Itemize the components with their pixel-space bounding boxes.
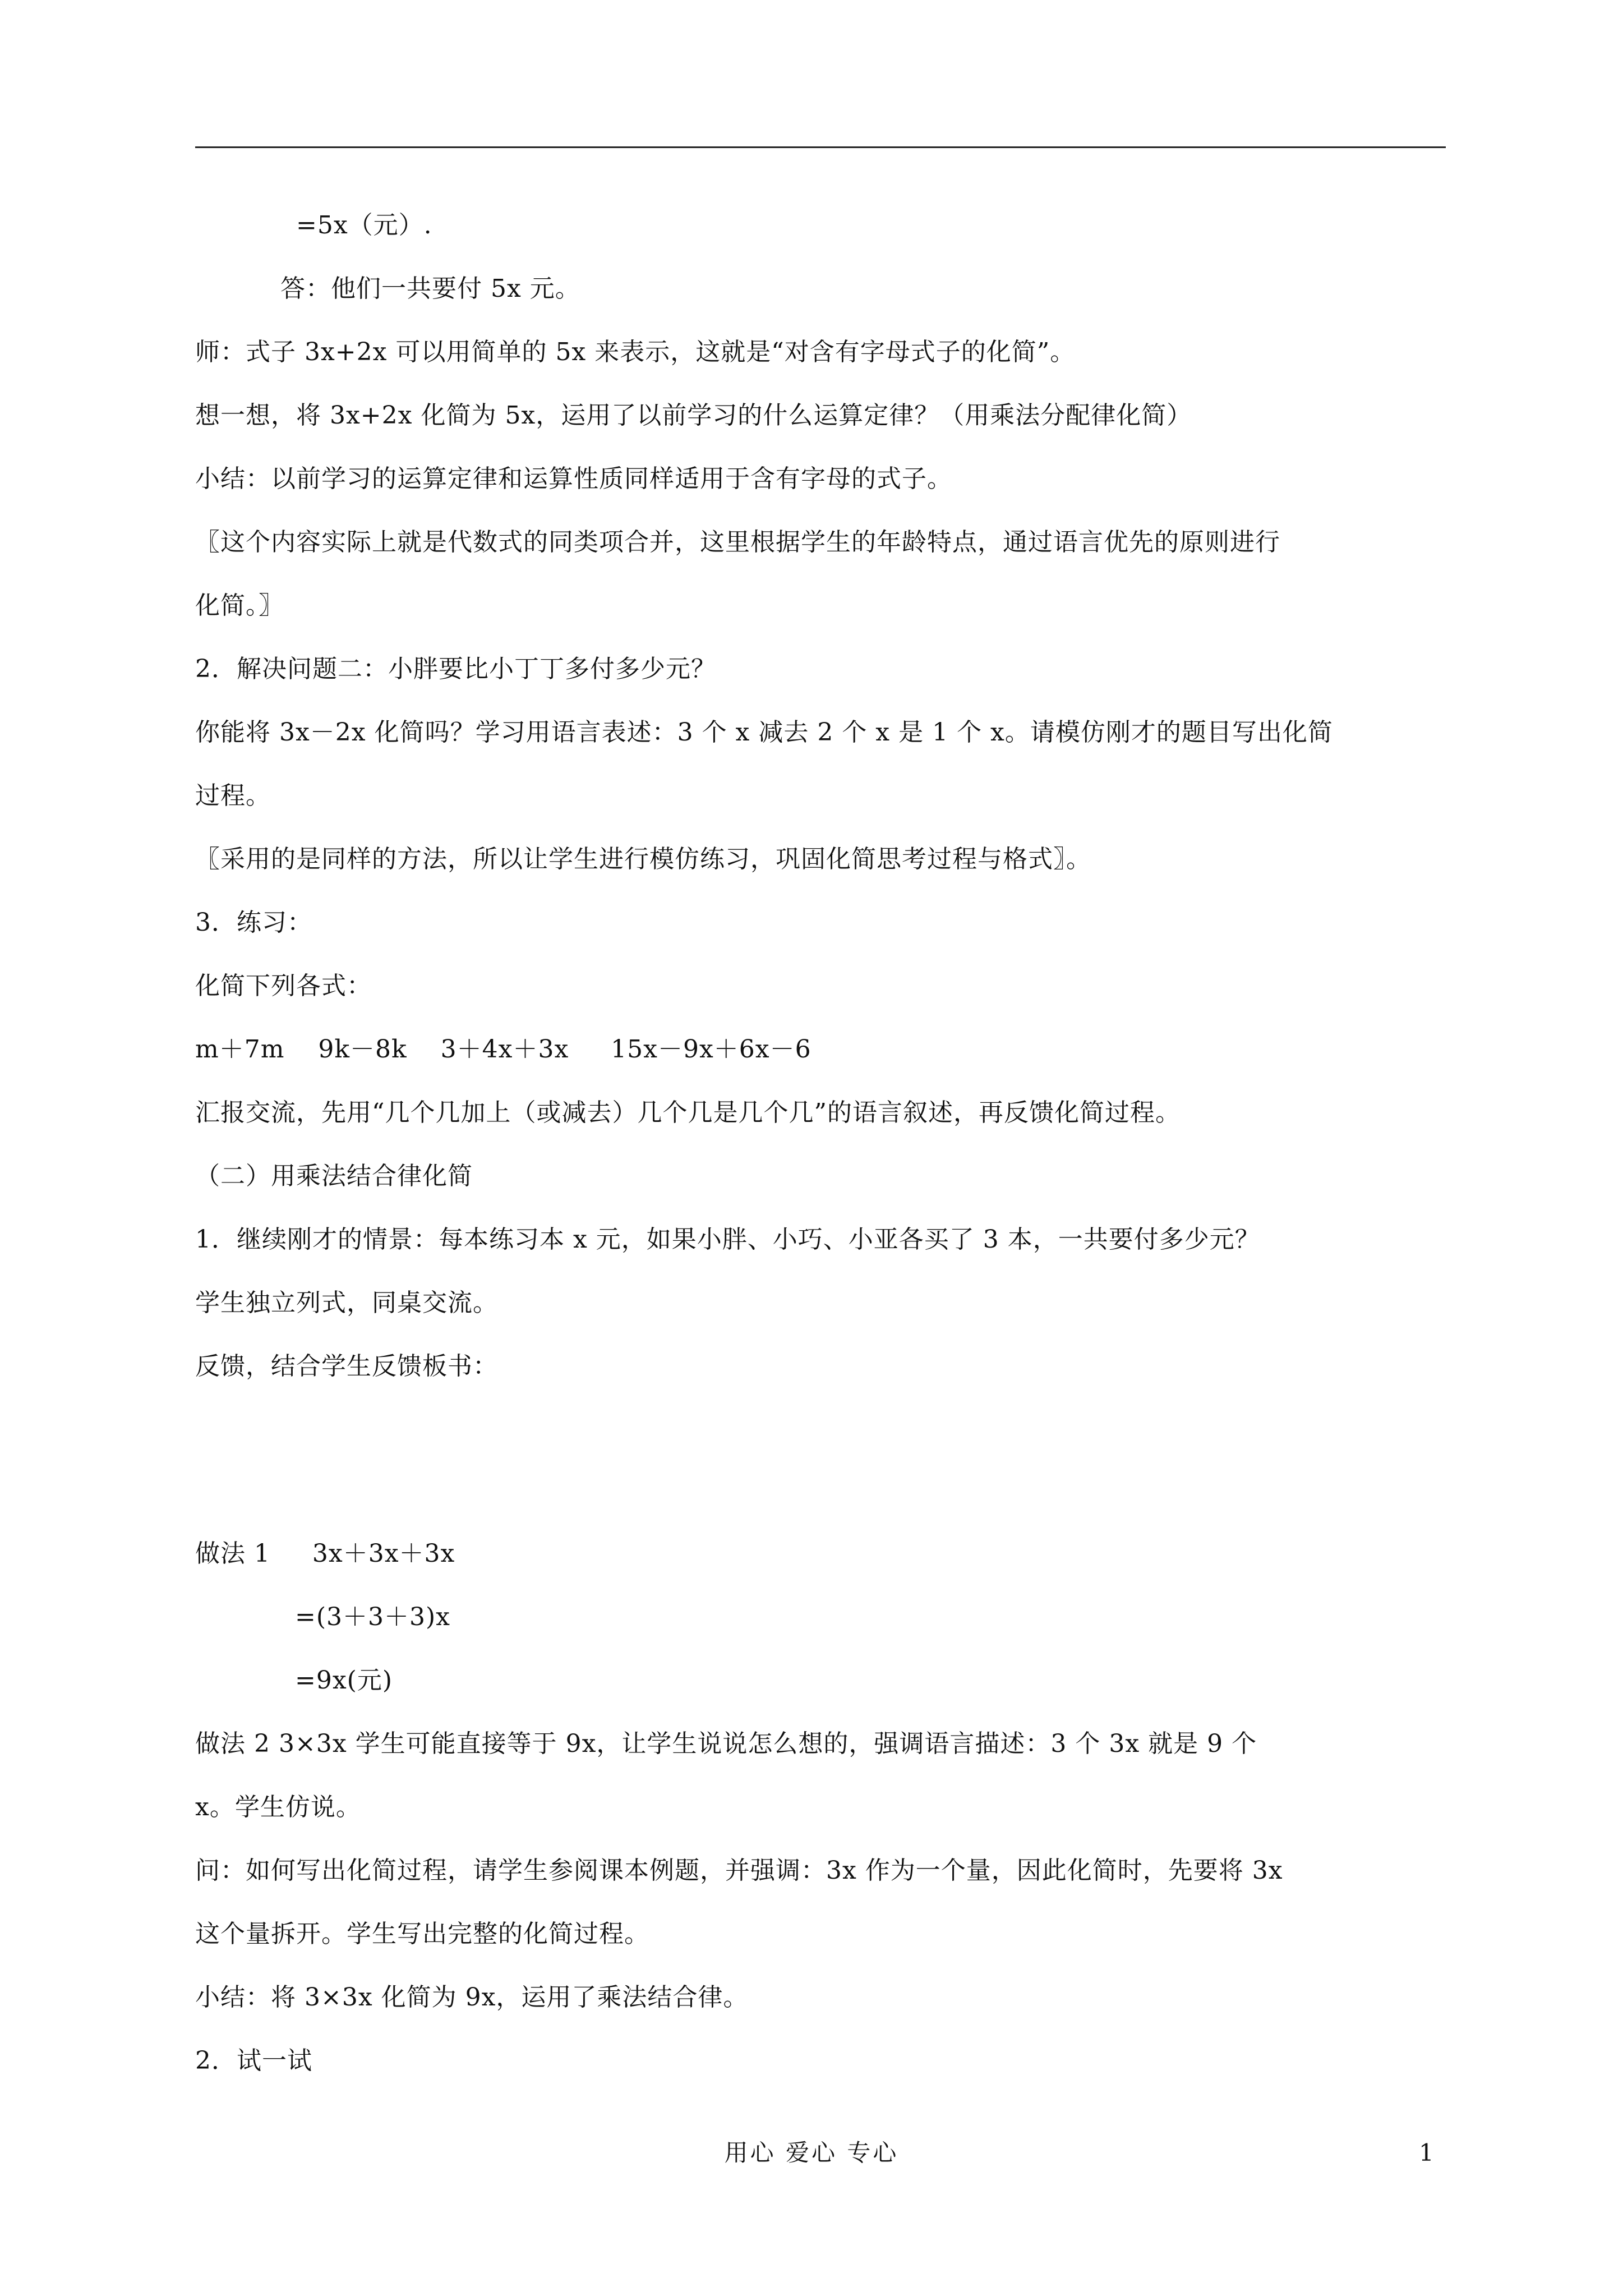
text-line: 想一想，将 3x+2x 化简为 5x，运用了以前学习的什么运算定律？（用乘法分配律化简） [195,401,1192,430]
footer-motto: 用心 爱心 专心 [724,2139,899,2166]
text-line: 2．解决问题二：小胖要比小丁丁多付多少元？ [195,655,716,683]
text-line: 3．练习： [195,908,312,937]
text-line: 1．继续刚才的情景：每本练习本 x 元，如果小胖、小巧、小亚各买了 3 本，一共要付多少元？ [195,1225,1260,1254]
text-line: 师：式子 3x+2x 可以用简单的 5x 来表示，这就是“对含有字母式子的化简”。 [195,338,1076,366]
header-rule [195,146,1446,148]
text-line: 汇报交流，先用“几个几加上（或减去）几个几是几个几”的语言叙述，再反馈化简过程。 [195,1098,1181,1127]
text-line: m＋7m 9k－8k 3＋4x＋3x 15x－9x＋6x－6 [195,1035,811,1064]
text-line: 小结：将 3×3x 化简为 9x，运用了乘法结合律。 [195,1983,749,2012]
text-line: 〖这个内容实际上就是代数式的同类项合并，这里根据学生的年龄特点，通过语言优先的原则进行 [195,528,1280,556]
section-heading: （二）用乘法结合律化简 [195,1162,473,1190]
text-line: =9x(元) [295,1666,393,1695]
text-line: =(3＋3＋3)x [295,1603,450,1631]
text-line: 做法 2 3×3x 学生可能直接等于 9x，让学生说说怎么想的，强调语言描述：3 个 3x 就是 9 个 [195,1729,1257,1758]
page-number: 1 [1419,2139,1434,2166]
text-line: 小结：以前学习的运算定律和运算性质同样适用于含有字母的式子。 [195,464,952,493]
text-line: 学生独立列式，同桌交流。 [195,1289,498,1317]
text-line: 做法 1 3x＋3x＋3x [195,1539,455,1568]
text-line: 答：他们一共要付 5x 元。 [280,274,580,303]
text-line: =5x（元）. [296,211,432,240]
text-line: x。学生仿说。 [195,1793,361,1821]
text-line: 反馈，结合学生反馈板书： [195,1352,498,1381]
text-line: 2．试一试 [195,2046,312,2075]
text-line: 〖采用的是同样的方法，所以让学生进行模仿练习，巩固化简思考过程与格式〗。 [195,845,1091,873]
text-line: 这个量拆开。学生写出完整的化简过程。 [195,1920,649,1948]
text-line: 过程。 [195,781,271,810]
text-line: 化简。〗 [195,591,284,620]
text-line: 问：如何写出化简过程，请学生参阅课本例题，并强调：3x 作为一个量，因此化简时，先要将 3x [195,1856,1283,1885]
text-line: 化简下列各式： [195,972,372,1000]
text-line: 你能将 3x－2x 化简吗？学习用语言表述：3 个 x 减去 2 个 x 是 1 个 x。请模仿刚才的题目写出化简 [195,718,1333,747]
